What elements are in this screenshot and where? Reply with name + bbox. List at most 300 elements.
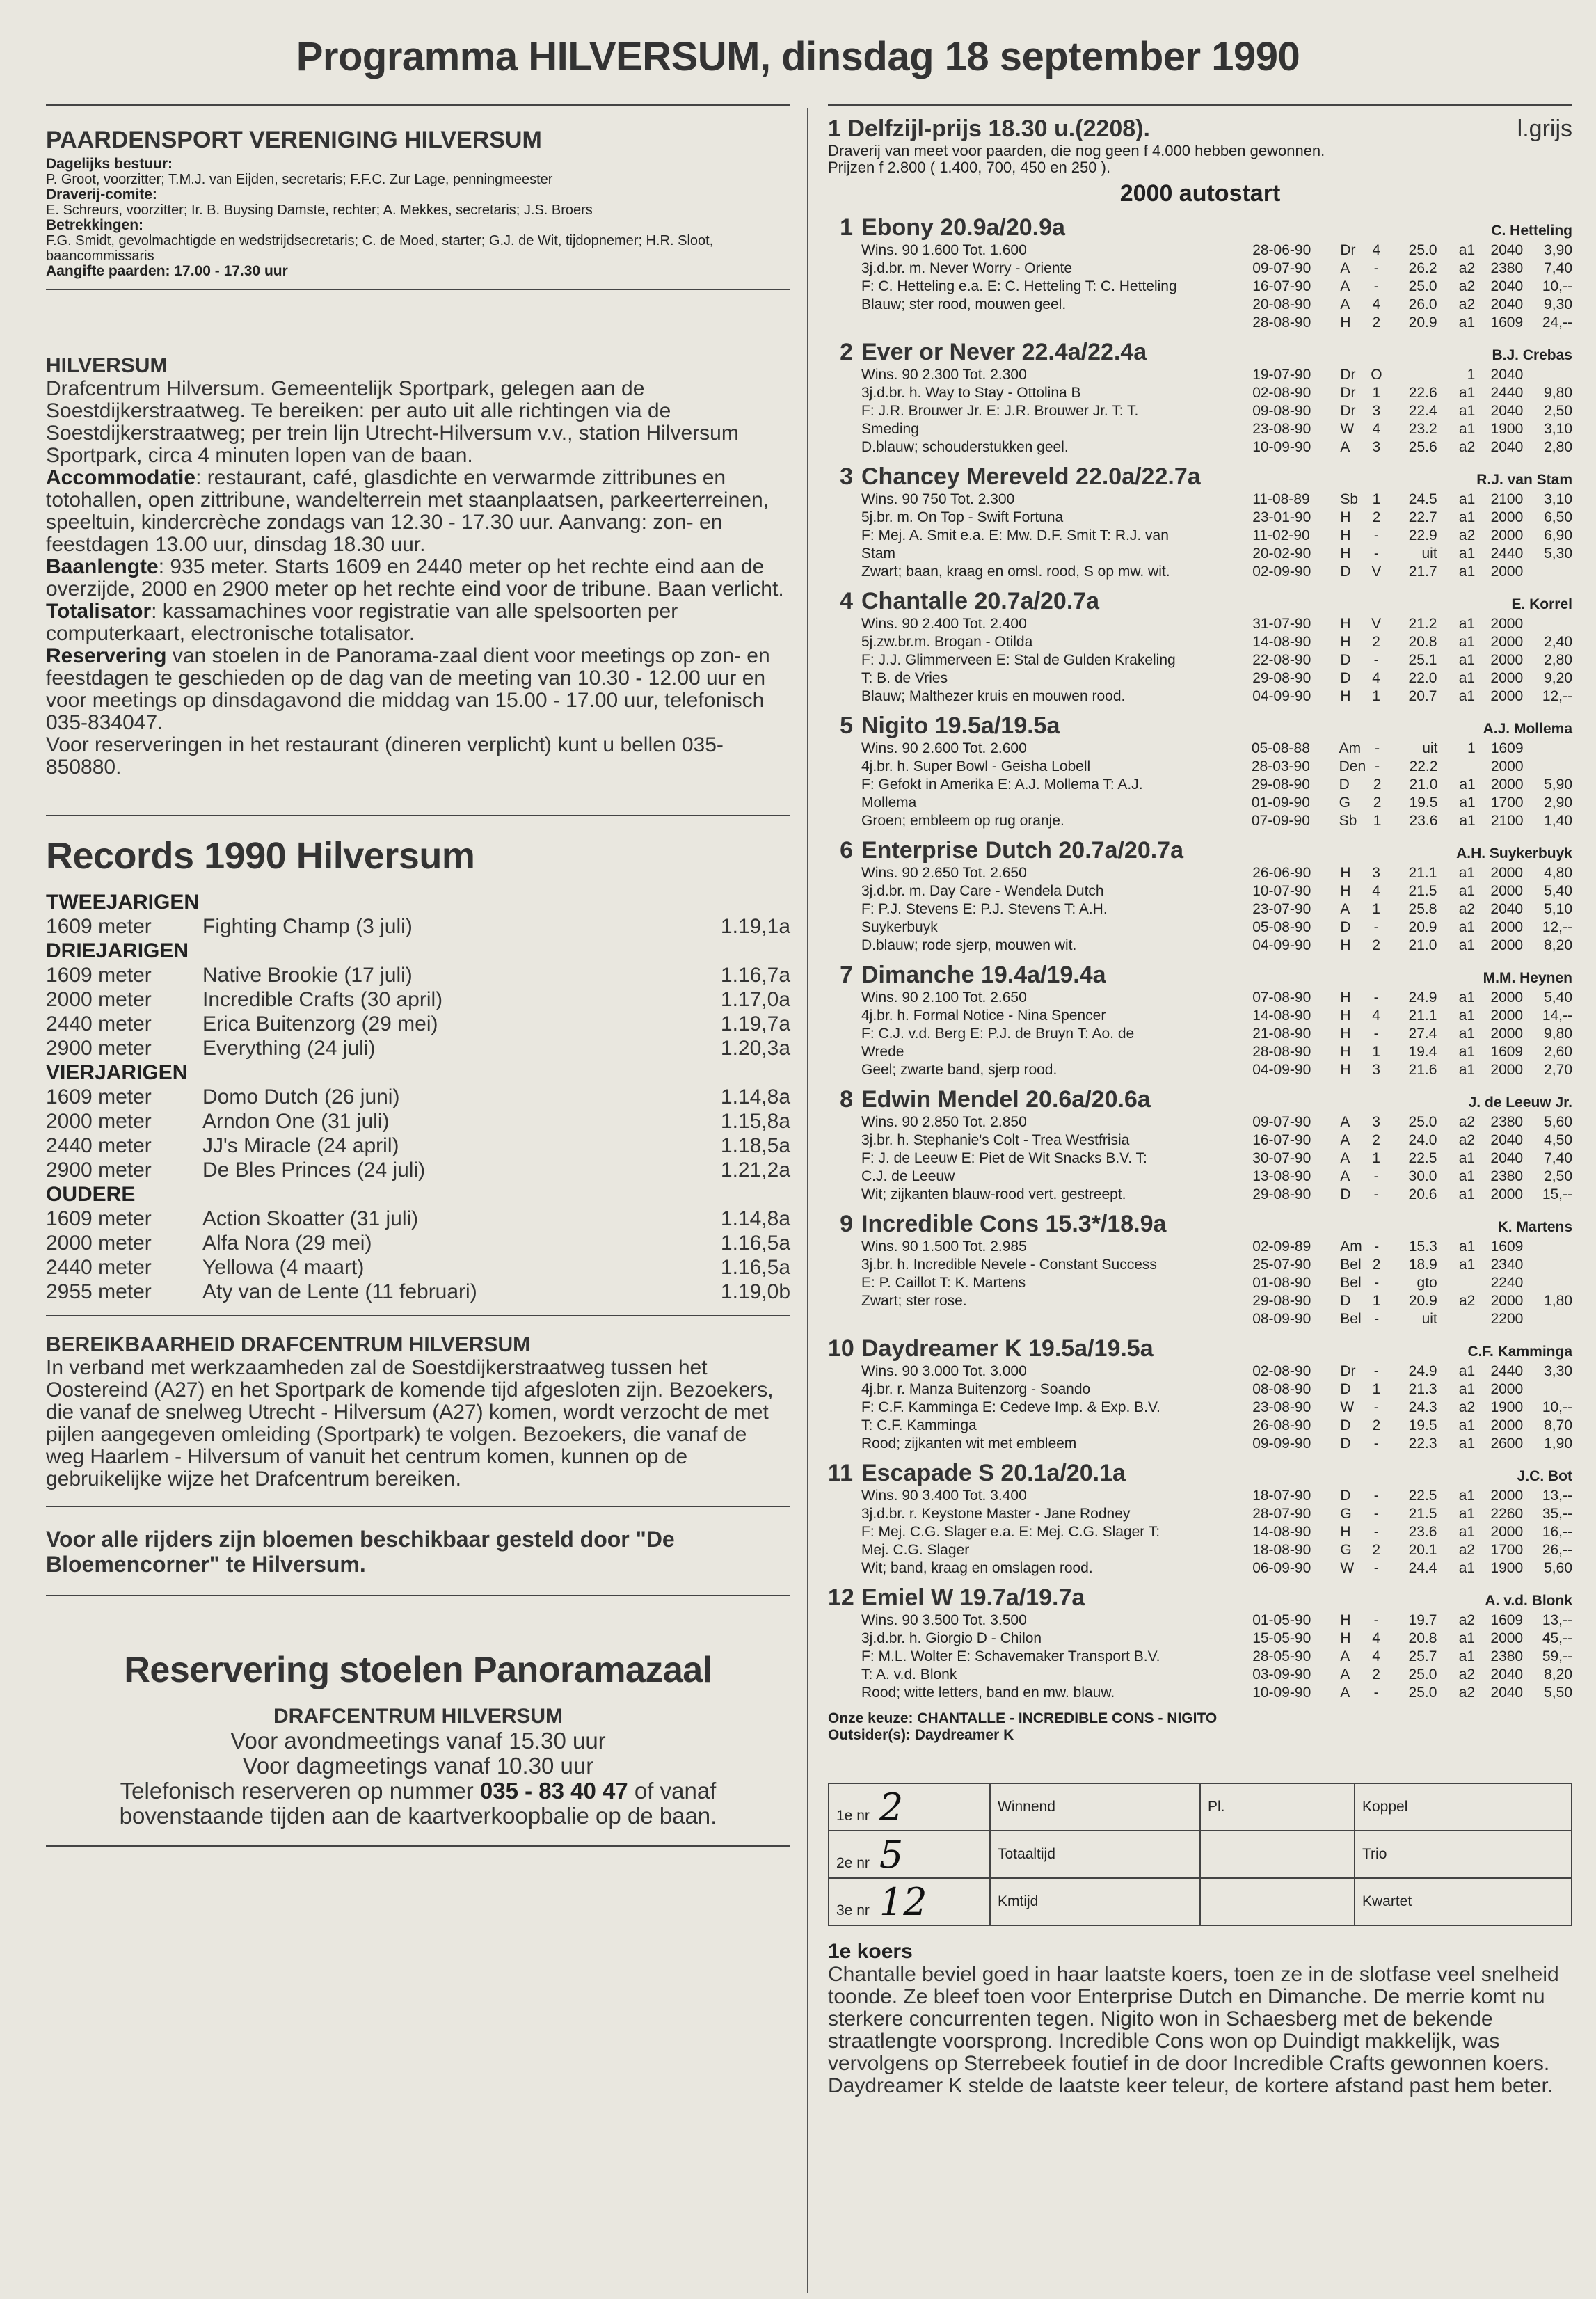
record-time: 1.20,3a [720, 1037, 790, 1060]
run-time: 21.1 [1408, 1008, 1437, 1024]
run-start: a1 [1458, 1435, 1476, 1451]
run-place: 4 [1372, 296, 1381, 312]
run-time: 22.6 [1408, 385, 1437, 401]
run-odds: 2,50 [1544, 403, 1572, 419]
reservation-title: Reservering stoelen Panoramazaal [124, 1650, 712, 1690]
run-row [1252, 384, 1572, 402]
run-odds: 5,10 [1544, 901, 1572, 917]
board-text: E. Schreurs, voorzitter; Ir. B. Buysing Damste, rechter; A. Mekkes, secretaris; J.S. Broers [46, 202, 593, 218]
horse-info-line: 4j.br. r. Manza Buitenzorg - Soando [861, 1381, 1091, 1397]
horse-info [861, 615, 1252, 706]
horse-number: 10 [828, 1335, 854, 1362]
run-time: 23.6 [1408, 1524, 1437, 1540]
horse-info [861, 740, 1252, 830]
run-odds: 6,50 [1544, 509, 1572, 525]
bet-field-label: Koppel [1355, 1783, 1572, 1831]
records-group: VIERJARIGEN [46, 1061, 188, 1084]
horse-entry [828, 1460, 1572, 1577]
record-time: 1.16,7a [720, 964, 790, 987]
run-row [1252, 1256, 1572, 1274]
run-distance: 2000 [1490, 652, 1524, 668]
horse-header [828, 1335, 1572, 1362]
run-place: - [1375, 740, 1380, 756]
records-group: OUDERE [46, 1183, 136, 1206]
run-date: 20-02-90 [1252, 546, 1311, 562]
run-distance: 2380 [1490, 260, 1524, 276]
run-odds: 12,-- [1542, 688, 1572, 704]
horse-details [861, 1362, 1572, 1453]
run-track: G [1339, 795, 1350, 811]
record-date: (29 mei) [361, 1012, 438, 1035]
run-place: 4 [1372, 1008, 1380, 1024]
run-distance: 2000 [1490, 1293, 1524, 1309]
record-date: (4 maart) [279, 1256, 365, 1279]
horse-header [828, 463, 1572, 491]
horse-info-line: Wins. 90 2.650 Tot. 2.650 [861, 865, 1027, 881]
run-row [1252, 314, 1572, 332]
horse-entry [828, 463, 1572, 581]
run-date: 21-08-90 [1252, 1026, 1311, 1042]
run-date: 05-08-90 [1252, 919, 1311, 935]
run-row [1252, 1505, 1572, 1523]
run-distance: 2000 [1490, 919, 1524, 935]
venue-paragraph: : 935 meter. Starts 1609 en 2440 meter op het rechte eind aan de overzijde, 2000 en 2900 meter op het rechte eind voor de tribune. Baan verlicht. [46, 555, 784, 600]
horse-info [861, 1113, 1252, 1204]
horse-info [861, 1238, 1252, 1328]
run-row [1252, 509, 1572, 527]
bet-row [829, 1831, 1572, 1878]
horse-number: 1 [840, 214, 853, 241]
run-distance: 2040 [1490, 1666, 1524, 1683]
run-track: H [1340, 616, 1351, 632]
run-row [1252, 1007, 1572, 1025]
horse-header [828, 962, 1572, 989]
run-track: H [1340, 1044, 1351, 1060]
records-section [46, 890, 790, 1304]
horse-info-line: 3j.d.br. m. Never Worry - Oriente [861, 260, 1073, 276]
reservation-tel-pre: Telefonisch reserveren op nummer [120, 1778, 480, 1804]
run-track: D [1340, 1435, 1351, 1451]
run-row [1252, 1362, 1572, 1381]
run-distance: 2100 [1490, 491, 1524, 507]
run-distance: 2040 [1490, 901, 1524, 917]
run-track: Sb [1340, 491, 1358, 507]
record-distance: 1609 meter [46, 1207, 152, 1230]
recent-runs-table [1252, 864, 1572, 955]
board-list [46, 157, 790, 279]
horse-trainer: B.J. Crebas [1492, 347, 1572, 363]
run-track: D [1339, 777, 1350, 793]
run-row [1252, 1417, 1572, 1435]
run-time: uit [1421, 546, 1437, 562]
run-place: - [1373, 1399, 1379, 1415]
run-distance: 1609 [1490, 740, 1524, 756]
record-date: (30 april) [360, 988, 443, 1011]
record-row [46, 1133, 790, 1158]
horse-details [861, 1238, 1572, 1328]
bet-cell [1200, 1878, 1355, 1925]
run-start: a2 [1458, 1114, 1476, 1130]
run-distance: 2000 [1490, 1186, 1524, 1202]
run-row [1252, 1559, 1572, 1577]
run-start: a1 [1458, 616, 1476, 632]
venue-title: HILVERSUM [46, 354, 168, 377]
run-date: 06-09-90 [1252, 1560, 1311, 1576]
record-row [46, 914, 790, 939]
run-distance: 2000 [1490, 1381, 1524, 1397]
venue-paragraph: Drafcentrum Hilversum. Gemeentelijk Sportpark, gelegen aan de Soestdijkerstraatweg. Te bereiken: per auto uit alle richtingen via de Soestdijkerstraatweg; per trein lijn Utrecht-Hilversum v.v., station Hilversum Sportpark, circa 4 minuten lopen van de baan. [46, 377, 739, 467]
run-start: a1 [1458, 1150, 1476, 1166]
run-time: 20.9 [1408, 1293, 1437, 1309]
reservation-phone: 035 - 83 40 47 [479, 1778, 628, 1804]
run-date: 25-07-90 [1252, 1257, 1311, 1273]
run-date: 16-07-90 [1252, 1132, 1311, 1148]
reservation-section [46, 1649, 790, 1829]
run-time: 21.7 [1408, 564, 1437, 580]
bet-label: 2e nr [836, 1854, 870, 1871]
record-time: 1.15,8a [720, 1110, 790, 1133]
run-distance: 2380 [1490, 1114, 1524, 1130]
run-start: a1 [1458, 546, 1476, 562]
run-row [1252, 812, 1572, 830]
run-distance: 2600 [1490, 1435, 1524, 1451]
horse-info [861, 366, 1252, 456]
run-track: Dr [1340, 367, 1356, 383]
run-distance: 2000 [1490, 777, 1524, 793]
run-track: D [1340, 564, 1351, 580]
run-place: - [1373, 546, 1379, 562]
run-date: 26-08-90 [1252, 1417, 1311, 1433]
horse-info-line: Wins. 90 2.300 Tot. 2.300 [861, 367, 1027, 383]
run-place: V [1371, 564, 1382, 580]
run-start: a1 [1458, 1186, 1476, 1202]
record-date: (29 mei) [295, 1232, 372, 1255]
run-track: Dr [1340, 403, 1356, 419]
run-time: 21.6 [1408, 1062, 1437, 1078]
horse-info [861, 864, 1252, 955]
run-date: 28-03-90 [1251, 758, 1310, 774]
run-date: 01-09-90 [1251, 795, 1310, 811]
run-odds: 6,90 [1544, 527, 1572, 543]
run-place: 1 [1372, 1381, 1381, 1397]
horse-info-line: Suykerbuyk [861, 919, 938, 935]
run-odds: 4,50 [1544, 1132, 1572, 1148]
record-horse: Incredible Crafts [202, 988, 355, 1011]
horse-title [828, 214, 1065, 241]
run-distance: 2000 [1490, 634, 1524, 650]
run-time: 20.8 [1408, 1630, 1437, 1646]
run-odds [1523, 1238, 1572, 1256]
run-distance: 2440 [1490, 1363, 1524, 1379]
horse-details [861, 1487, 1572, 1577]
run-row [1252, 1381, 1572, 1399]
horse-entry [828, 1584, 1572, 1702]
horse-details [861, 491, 1572, 581]
run-track: A [1340, 260, 1350, 276]
run-place: 2 [1372, 1666, 1380, 1683]
run-odds: 13,-- [1542, 1488, 1572, 1504]
divider [46, 815, 790, 816]
horse-title [828, 588, 1099, 615]
record-row [46, 1085, 790, 1109]
run-date: 18-08-90 [1252, 1542, 1311, 1558]
run-start [1437, 1310, 1476, 1328]
horse-info-line: D.blauw; rode sjerp, mouwen wit. [861, 937, 1077, 953]
horse-info-line: 3j.d.br. m. Day Care - Wendela Dutch [861, 883, 1104, 899]
record-time: 1.21,2a [720, 1159, 790, 1182]
venue-section [46, 354, 790, 779]
run-track: H [1340, 937, 1351, 953]
run-place: 1 [1372, 688, 1380, 704]
horse-header [828, 214, 1572, 241]
run-row [1252, 1168, 1572, 1186]
records-table [46, 1085, 790, 1182]
horse-number: 4 [840, 588, 853, 614]
run-place: 1 [1372, 1293, 1381, 1309]
run-distance: 2040 [1490, 296, 1524, 312]
run-date: 05-08-88 [1251, 740, 1310, 756]
run-time: 21.1 [1408, 865, 1437, 881]
our-choice: Onze keuze: CHANTALLE - INCREDIBLE CONS - NIGITO [828, 1710, 1218, 1726]
run-start: a1 [1458, 1239, 1476, 1255]
record-date: (24 april) [317, 1134, 399, 1157]
horse-info-line: 3j.br. h. Incredible Nevele - Constant Success [861, 1257, 1157, 1273]
horse-info-line: Zwart; ster rose. [861, 1293, 967, 1309]
record-horse: Arndon One [202, 1110, 315, 1133]
handwritten-number: 2 [879, 1785, 904, 1829]
run-odds: 5,50 [1544, 1685, 1572, 1701]
run-time: 22.2 [1409, 758, 1438, 774]
reservation-tel-post: of vanaf bovenstaande tijden aan de kaartverkoopbalie op de baan. [119, 1778, 717, 1829]
run-start: a2 [1458, 527, 1476, 543]
run-start: a1 [1458, 1363, 1476, 1379]
run-distance: 2240 [1490, 1275, 1524, 1291]
run-time: 21.0 [1409, 777, 1438, 793]
horse-info-line: Wit; band, kraag en omslagen rood. [861, 1560, 1093, 1576]
horse-name: Chancey Mereveld 22.0a/22.7a [861, 463, 1201, 490]
run-date: 11-02-90 [1252, 527, 1310, 543]
horse-entry [828, 713, 1572, 830]
venue-paragraph: Voor reserveringen in het restaurant (dineren verplicht) kunt u bellen 035-850880. [46, 733, 724, 779]
run-row [1252, 918, 1572, 937]
run-odds: 2,70 [1544, 1062, 1572, 1078]
run-date: 15-05-90 [1252, 1630, 1311, 1646]
horse-number: 12 [828, 1584, 854, 1611]
run-track: A [1340, 1648, 1350, 1664]
run-track: D [1340, 919, 1351, 935]
horse-info-line: 3j.d.br. h. Giorgio D - Chilon [861, 1630, 1042, 1646]
horse-info-line: Geel; zwarte band, sjerp rood. [861, 1062, 1058, 1078]
run-odds: 8,70 [1544, 1417, 1572, 1433]
run-distance: 2040 [1490, 403, 1524, 419]
record-date: (31 juli) [349, 1207, 419, 1230]
run-row [1252, 1612, 1572, 1630]
column-divider [807, 108, 808, 2293]
run-row [1252, 1684, 1572, 1702]
horse-header [828, 713, 1572, 740]
run-time: 23.2 [1408, 421, 1437, 437]
run-place: - [1373, 1524, 1379, 1540]
run-time: 22.0 [1408, 670, 1437, 686]
horse-entry [828, 962, 1572, 1079]
run-distance: 2440 [1490, 385, 1524, 401]
horse-info [861, 1487, 1252, 1577]
bereik-title: BEREIKBAARHEID DRAFCENTRUM HILVERSUM [46, 1333, 531, 1356]
horse-entry [828, 1335, 1572, 1453]
record-row [46, 1207, 790, 1231]
run-row [1252, 1025, 1572, 1043]
board-text: F.G. Smidt, gevolmachtigde en wedstrijdsecretaris; C. de Moed, starter; G.J. de Wit, tijdopnemer; H.R. Sloot, baancommissaris [46, 233, 714, 264]
recent-runs-table [1252, 989, 1572, 1079]
run-distance: 1609 [1490, 315, 1524, 331]
record-row [46, 1158, 790, 1182]
run-start: a1 [1458, 634, 1476, 650]
run-place: - [1374, 1239, 1380, 1255]
horse-info-line: Mollema [861, 795, 917, 811]
horse-info-line: Wins. 90 3.000 Tot. 3.000 [861, 1363, 1027, 1379]
run-row [1252, 1186, 1572, 1204]
run-distance: 2000 [1490, 1008, 1524, 1024]
run-place: - [1373, 1612, 1379, 1628]
run-date: 28-07-90 [1252, 1506, 1311, 1522]
run-date: 09-08-90 [1252, 403, 1311, 419]
run-track: A [1340, 278, 1350, 294]
run-track: A [1340, 1168, 1350, 1184]
run-start: a2 [1458, 1399, 1476, 1415]
run-distance: 2200 [1490, 1311, 1524, 1327]
horse-details [861, 241, 1572, 332]
run-distance: 2000 [1490, 865, 1524, 881]
run-distance: 2040 [1490, 242, 1524, 258]
run-start: a1 [1458, 1417, 1476, 1433]
run-row [1252, 1113, 1572, 1131]
run-odds: 1,90 [1544, 1435, 1572, 1451]
recent-runs-table [1252, 491, 1572, 581]
run-start: a1 [1458, 937, 1476, 953]
run-time: 22.5 [1408, 1488, 1437, 1504]
horse-info-line: Rood; witte letters, band en mw. blauw. [861, 1685, 1115, 1701]
run-odds: 2,90 [1544, 795, 1572, 811]
run-odds: 5,40 [1544, 989, 1572, 1005]
run-track: W [1340, 1560, 1355, 1576]
record-distance: 2900 meter [46, 1037, 152, 1060]
run-distance: 2040 [1490, 1685, 1524, 1701]
horse-entry [828, 1086, 1572, 1204]
horse-info-line: F: Mej. C.G. Slager e.a. E: Mej. C.G. Slager T: [861, 1524, 1160, 1540]
venue-description [46, 378, 790, 779]
horse-entry [828, 588, 1572, 706]
horse-info-line: 3j.d.br. r. Keystone Master - Jane Rodney [861, 1506, 1131, 1522]
bet-cell [829, 1878, 990, 1925]
run-distance: 2000 [1490, 1062, 1524, 1078]
run-distance: 2380 [1490, 1168, 1524, 1184]
run-place: - [1373, 1168, 1379, 1184]
run-place: 3 [1372, 1114, 1380, 1130]
record-distance: 2440 meter [46, 1256, 152, 1279]
run-date: 09-09-90 [1252, 1435, 1311, 1451]
run-row [1252, 1435, 1572, 1453]
run-start: a1 [1458, 883, 1476, 899]
run-time: 22.4 [1408, 403, 1437, 419]
run-odds: 3,10 [1544, 421, 1572, 437]
run-distance: 2000 [1490, 688, 1524, 704]
run-odds [1523, 366, 1572, 384]
run-date: 23-08-90 [1252, 421, 1311, 437]
race-description: Draverij van meet voor paarden, die nog geen f 4.000 hebben gewonnen. [828, 142, 1325, 159]
run-track: Bel [1340, 1311, 1362, 1327]
run-place: 1 [1372, 1044, 1380, 1060]
record-distance: 1609 meter [46, 915, 152, 938]
horse-name: Ebony 20.9a/20.9a [861, 214, 1065, 241]
run-track: H [1340, 1524, 1351, 1540]
run-place: 1 [1372, 901, 1380, 917]
horse-info-line: T: A. v.d. Blonk [861, 1666, 957, 1683]
run-odds [1523, 615, 1572, 633]
run-row [1252, 1648, 1572, 1666]
run-time: 24.9 [1408, 989, 1437, 1005]
recent-runs-table [1252, 366, 1572, 456]
record-time: 1.14,8a [720, 1207, 790, 1230]
horse-info-line: 3j.d.br. h. Way to Stay - Ottolina B [861, 385, 1081, 401]
run-date: 08-08-90 [1252, 1381, 1311, 1397]
run-start: a1 [1458, 1026, 1476, 1042]
run-start: a1 [1458, 564, 1476, 580]
bet-field-label: Trio [1355, 1831, 1572, 1878]
horse-info-line: Blauw; ster rood, mouwen geel. [861, 296, 1067, 312]
run-track: H [1340, 1008, 1351, 1024]
record-row [46, 1280, 790, 1304]
run-date: 19-07-90 [1252, 367, 1311, 383]
records-table [46, 963, 790, 1060]
run-row [1252, 882, 1572, 900]
horse-details [861, 1612, 1572, 1702]
run-track: A [1340, 1114, 1350, 1130]
venue-paragraph: : kassamachines voor registratie van alle spelsoorten per computerkaart, electronische totalisator. [46, 600, 678, 645]
run-row [1252, 1061, 1572, 1079]
horse-header [828, 1211, 1572, 1238]
record-date: (24 juli) [307, 1037, 376, 1060]
horse-title [828, 1086, 1151, 1113]
record-row [46, 1012, 790, 1036]
horse-name: Chantalle 20.7a/20.7a [861, 588, 1100, 614]
run-row [1252, 438, 1572, 456]
record-time: 1.19,1a [720, 915, 790, 938]
run-place: 2 [1372, 1542, 1381, 1558]
run-row [1252, 669, 1572, 687]
run-row [1252, 420, 1572, 438]
run-date: 11-08-89 [1252, 491, 1310, 507]
horse-name: Ever or Never 22.4a/22.4a [861, 339, 1147, 365]
venue-label: Baanlengte [46, 555, 159, 578]
horse-info-line: Groen; embleem op rug oranje. [861, 813, 1064, 829]
bet-field-label: Kmtijd [990, 1878, 1200, 1925]
run-date: 14-08-90 [1252, 1008, 1311, 1024]
run-place: 3 [1372, 403, 1381, 419]
run-date: 22-08-90 [1252, 652, 1311, 668]
run-row [1252, 563, 1572, 581]
run-date: 10-09-90 [1252, 1685, 1311, 1701]
run-odds: 1,40 [1544, 813, 1572, 829]
run-odds: 2,80 [1544, 439, 1572, 455]
run-odds: 10,-- [1542, 1399, 1572, 1415]
run-time: 26.2 [1408, 260, 1437, 276]
records-table [46, 914, 790, 939]
horse-info-line: Wit; zijkanten blauw-rood vert. gestreept. [861, 1186, 1126, 1202]
run-time: 22.5 [1408, 1150, 1437, 1166]
run-date: 02-08-90 [1252, 385, 1311, 401]
record-horse: Everything [202, 1037, 301, 1060]
horse-number: 5 [840, 713, 853, 739]
